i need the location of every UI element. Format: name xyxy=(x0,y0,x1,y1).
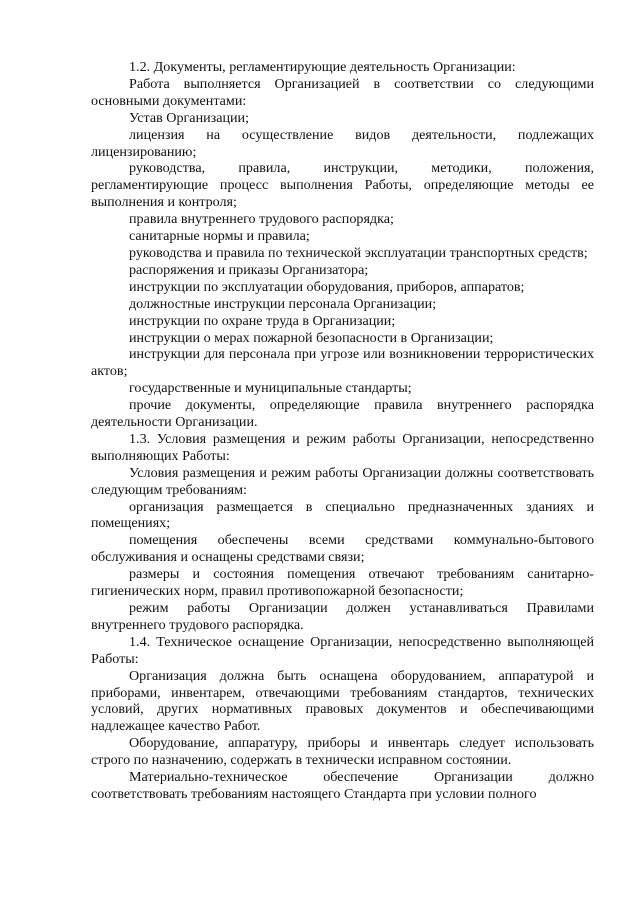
list-item: инструкции о мерах пожарной безопасности в Организации; xyxy=(129,329,494,346)
list-item: режим работы Организации должен устанавливаться Правилами внутреннего трудового распорядка. xyxy=(91,600,594,633)
document-page xyxy=(91,59,594,803)
list-item: распоряжения и приказы Организатора; xyxy=(129,261,369,278)
section-heading-1-4: 1.4. Техническое оснащение Организации, непосредственно выполняющей Работы: xyxy=(91,633,594,667)
list-item: руководства, правила, инструкции, методики, положения, регламентирующие процесс выполнения Работы, определяющие методы ее выполнения и контроля; xyxy=(91,160,594,211)
list-item: организация размещается в специально предназначенных зданиях и помещениях; xyxy=(91,498,594,532)
list-item: правила внутреннего трудового распорядка; xyxy=(129,211,394,228)
paragraph: Условия размещения и режим работы Организации должны соответствовать следующим требованиям: xyxy=(91,464,594,498)
list-item: санитарные нормы и правила; xyxy=(129,228,310,245)
list-item: инструкции по эксплуатации оборудования, приборов, аппаратов; xyxy=(129,278,525,295)
list-item: руководства и правила по технической эксплуатации транспортных средств; xyxy=(129,244,588,261)
list-item: инструкции по охране труда в Организации; xyxy=(129,312,396,329)
section-heading-1-3: 1.3. Условия размещения и режим работы Организации, непосредственно выполняющих Работы: xyxy=(91,430,594,464)
list-item: инструкции для персонала при угрозе или возникновении террористических актов; xyxy=(91,346,594,380)
list-item: помещения обеспечены всеми средствами коммунально-бытового обслуживания и оснащены средствами связи; xyxy=(91,532,594,566)
paragraph: Оборудование, аппаратуру, приборы и инвентарь следует использовать строго по назначению, содержать в технически исправном состоянии. xyxy=(91,735,594,769)
list-item: лицензия на осуществление видов деятельности, подлежащих лицензированию; xyxy=(91,126,594,160)
paragraph: Работа выполняется Организацией в соответствии со следующими основными документами: xyxy=(91,75,594,109)
list-item: прочие документы, определяющие правила внутреннего распорядка деятельности Организации. xyxy=(91,397,594,431)
paragraph: Организация должна быть оснащена оборудованием, аппаратурой и приборами, инвентарем, отвечающими требованиям стандартов, технических условий, других нормативных правовых документов и обеспечивающими надлежащее качество Работ. xyxy=(91,667,594,735)
paragraph: Материально-техническое обеспечение Организации должно соответствовать требованиям настоящего Стандарта при условии полного xyxy=(91,769,594,802)
list-item: Устав Организации; xyxy=(129,109,250,126)
list-item: размеры и состояния помещения отвечают требованиям санитарно-гигиенических норм, правил противопожарной безопасности; xyxy=(91,566,594,600)
list-item: должностные инструкции персонала Организации; xyxy=(129,295,437,312)
section-heading-1-2: 1.2. Документы, регламентирующие деятельность Организации: xyxy=(129,59,516,75)
list-item: государственные и муниципальные стандарты; xyxy=(129,380,412,397)
